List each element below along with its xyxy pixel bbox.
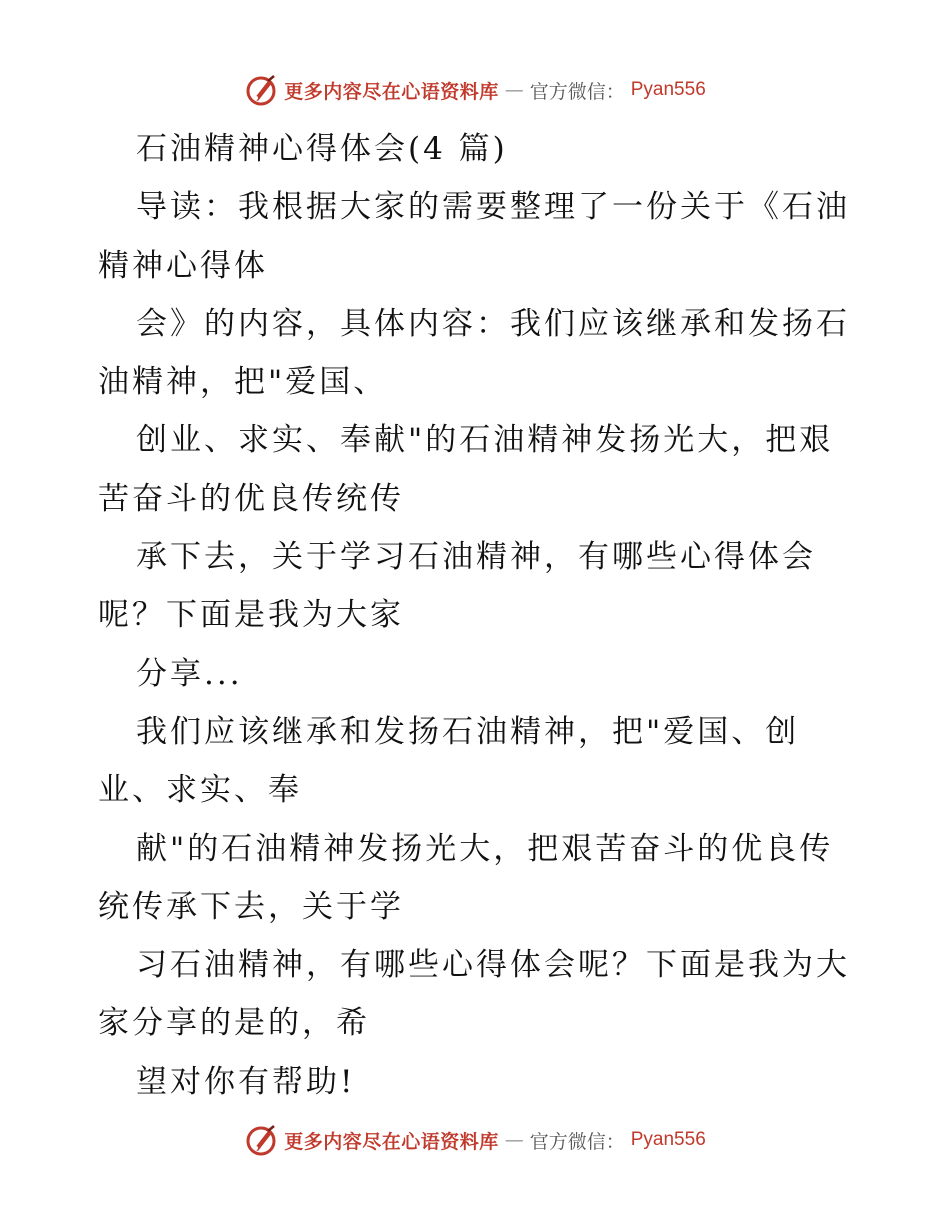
text-line: 家分享的是的，希 <box>98 1005 370 1042</box>
quill-pen-logo-icon <box>244 1123 278 1157</box>
watermark-site-text: 更多内容尽在心语资料库 <box>284 1130 499 1153</box>
text-line: 业、求实、奉 <box>98 772 302 809</box>
watermark-site-text: 更多内容尽在心语资料库 <box>284 80 499 103</box>
text-line: 分享... <box>136 655 243 692</box>
text-line: 我们应该继承和发扬石油精神，把"爱国、创 <box>136 713 800 750</box>
text-line: 精神心得体 <box>98 247 268 284</box>
text-line: 呢？下面是我为大家 <box>98 597 404 634</box>
text-line: 献"的石油精神发扬光大，把艰苦奋斗的优良传 <box>136 830 834 867</box>
footer-watermark <box>0 1120 950 1160</box>
text-line: 油精神，把"爱国、 <box>98 364 388 401</box>
quill-pen-logo-icon <box>244 73 278 107</box>
watermark-wechat-label: 官方微信： <box>529 80 625 103</box>
watermark-dash: — <box>504 79 524 101</box>
text-line: 创业、求实、奉献"的石油精神发扬光大，把艰 <box>136 422 834 459</box>
watermark-wechat-id: Pyan556 <box>630 1129 706 1150</box>
text-line: 统传承下去，关于学 <box>98 888 404 925</box>
text-line: 习石油精神，有哪些心得体会呢？下面是我为大 <box>136 947 850 984</box>
watermark-dash: — <box>504 1129 524 1151</box>
text-line: 导读：我根据大家的需要整理了一份关于《石油 <box>136 189 850 226</box>
watermark-wechat-label: 官方微信： <box>529 1130 625 1153</box>
text-line: 石油精神心得体会(4 篇) <box>136 131 508 167</box>
text-line: 承下去，关于学习石油精神，有哪些心得体会 <box>136 539 816 576</box>
header-watermark <box>0 70 950 110</box>
watermark-wechat-id: Pyan556 <box>630 79 706 100</box>
text-line: 会》的内容，具体内容：我们应该继承和发扬石 <box>136 305 850 342</box>
text-line: 望对你有帮助! <box>136 1063 356 1100</box>
text-line: 苦奋斗的优良传统传 <box>98 480 404 517</box>
document-body <box>98 120 858 1111</box>
